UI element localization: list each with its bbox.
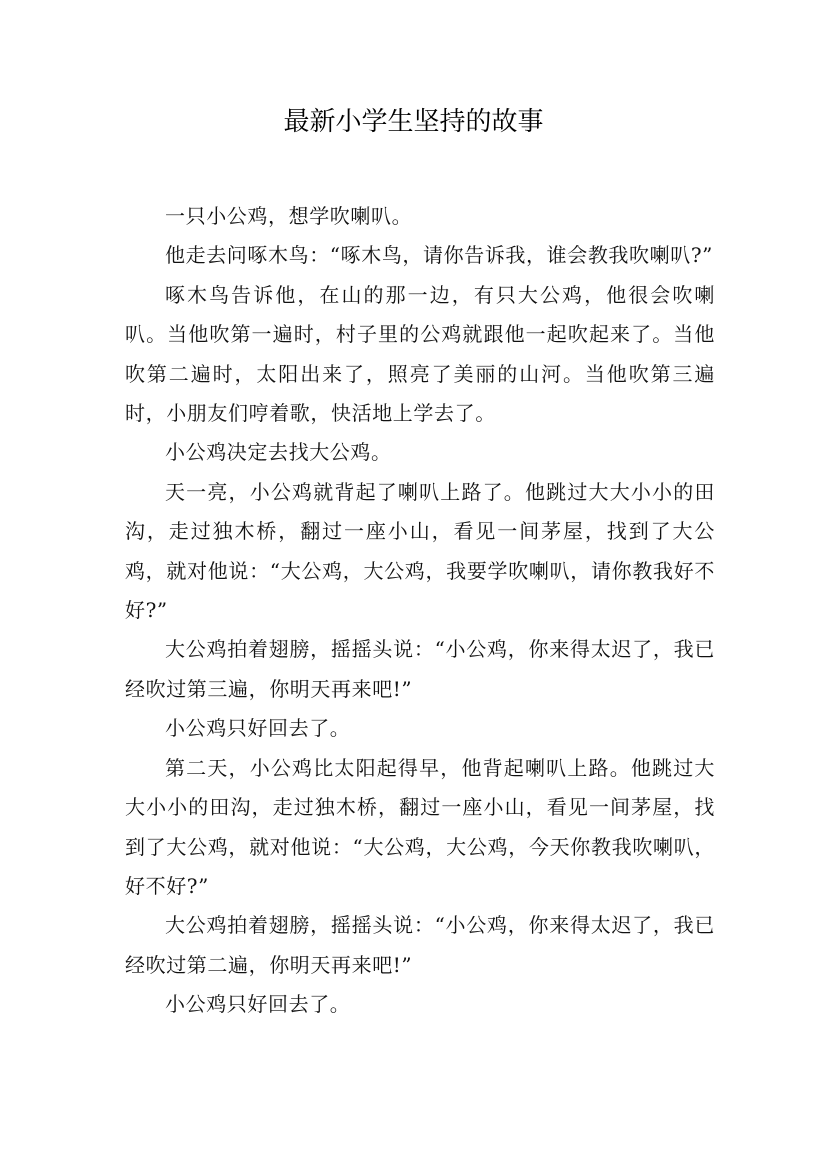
paragraph: 他走去问啄木鸟：“啄木鸟，请你告诉我，谁会教我吹喇叭?” [165,243,713,268]
document-body [125,197,715,1025]
paragraph: 啄木鸟告诉他，在山的那一边，有只大公鸡，他很会吹喇叭。当他吹第一遍时，村子里的公鸡就跟他一起吹起来了。当他吹第二遍时，太阳出来了，照亮了美丽的山河。当他吹第三遍时，小朋友们哼着歌，快活地上学去了。 [125,282,715,426]
paragraph: 第二天，小公鸡比太阳起得早，他背起喇叭上路。他跳过大大小小的田沟，走过独木桥，翻过一座小山，看见一间茅屋，找到了大公鸡，就对他说：“大公鸡，大公鸡，今天你教我吹喇叭，好不好?” [125,755,715,898]
paragraph: 大公鸡拍着翅膀，摇摇头说：“小公鸡，你来得太迟了，我已经吹过第三遍，你明天再来吧!” [125,637,715,701]
paragraph: 小公鸡只好回去了。 [165,992,351,1017]
paragraph: 大公鸡拍着翅膀，摇摇头说：“小公鸡，你来得太迟了，我已经吹过第二遍，你明天再来吧!” [125,913,715,977]
paragraph: 一只小公鸡，想学吹喇叭。 [165,204,413,228]
document-title: 最新小学生坚持的故事 [283,107,544,137]
paragraph: 小公鸡只好回去了。 [165,716,351,741]
paragraph: 小公鸡决定去找大公鸡。 [165,440,392,465]
paragraph: 天一亮，小公鸡就背起了喇叭上路了。他跳过大大小小的田沟，走过独木桥，翻过一座小山，看见一间茅屋，找到了大公鸡，就对他说：“大公鸡，大公鸡，我要学吹喇叭，请你教我好不好?” [125,479,715,623]
